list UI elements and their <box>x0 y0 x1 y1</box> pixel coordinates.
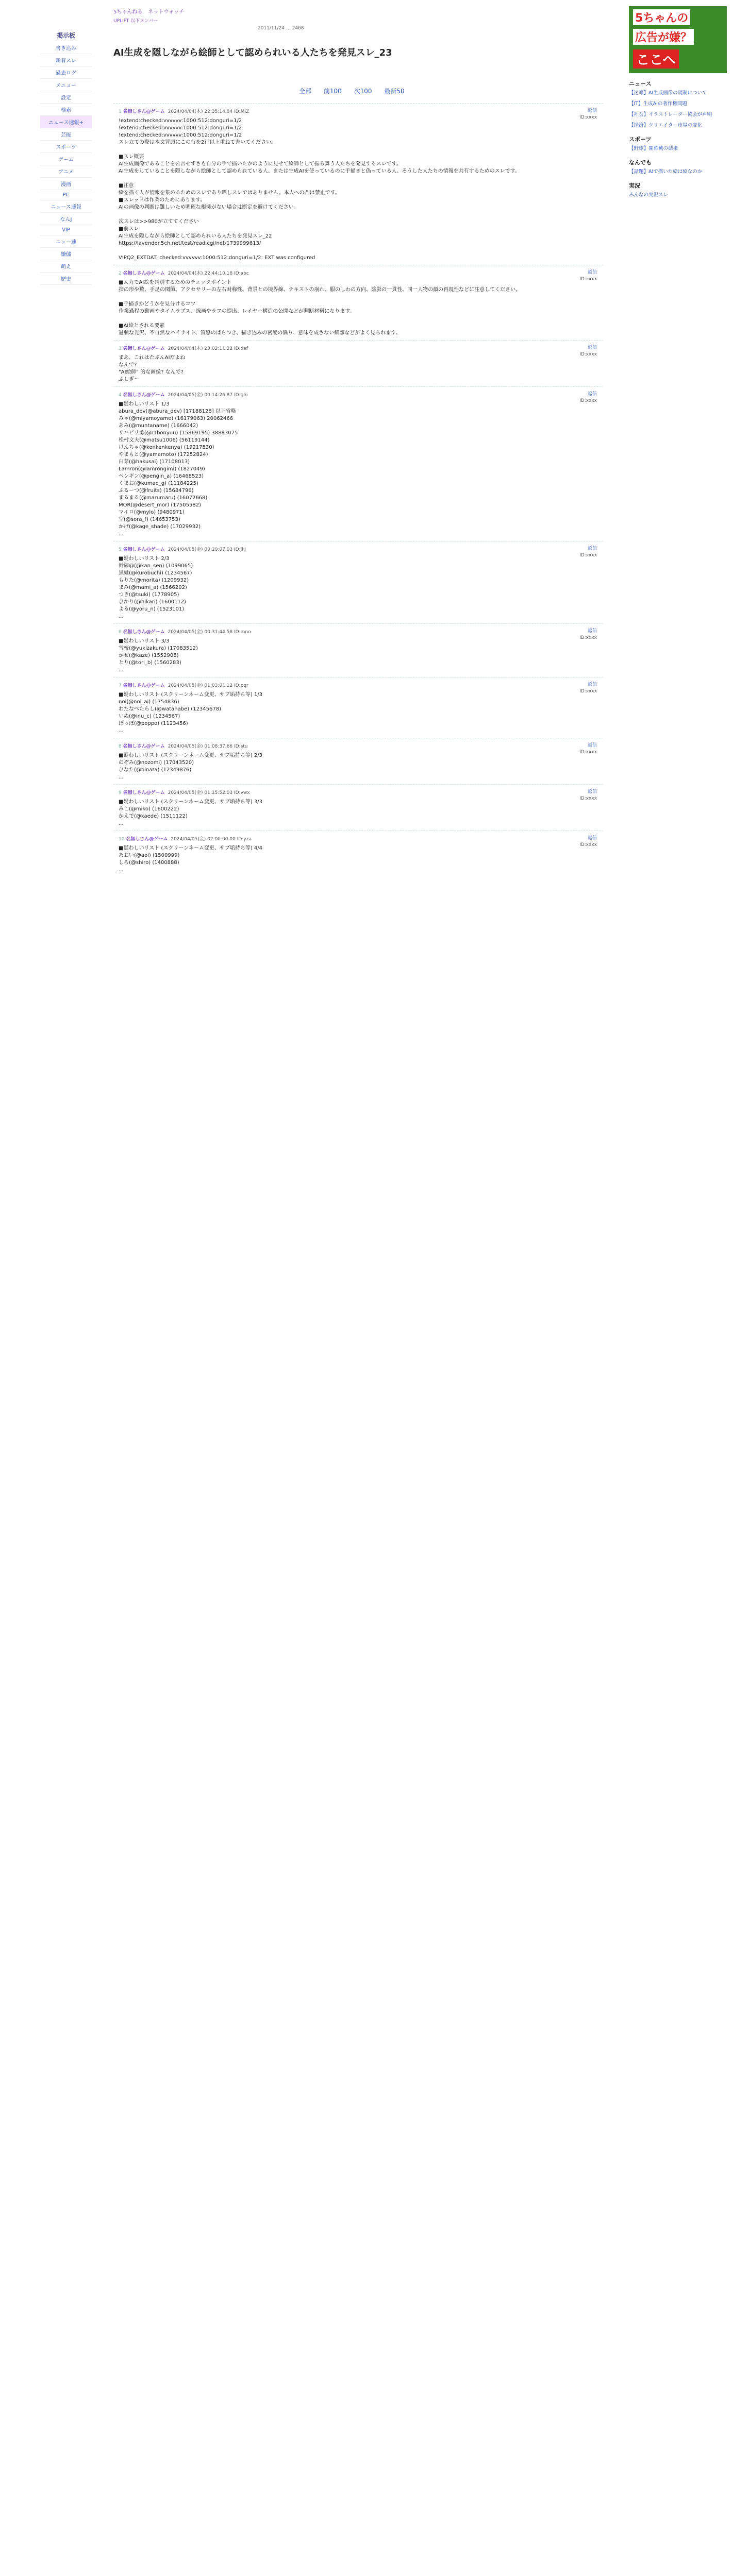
post-header <box>119 108 598 114</box>
sidebar-news-link[interactable]: 【話題】AIで描いた絵は絵なのか <box>629 169 703 175</box>
post-id: ID:xxxx <box>579 635 597 640</box>
post-id: ID:xxxx <box>579 398 597 403</box>
post-body: ■人力でAI絵を判別するためのチェックポイント 指の形や数、手足の関節、アクセサリーの左右対称性、背景との境界線、テキストの崩れ、服のしわの方向、陰影の一貫性、同一人物の顔の再現性などに注意してください。 ■手描きかどうかを見分けるコツ 作業過程の動画やタイムラプス、線画やラフの提出、レイヤー構造の公開などが判断材料になります。 ■AI絵とされる要素 過剰な光沢、不自然なハイライト、質感のばらつき、描き込みの密度の偏り、意味を成さない細部などがよく見られます。 <box>119 280 521 336</box>
board-link[interactable]: ネットウォッチ <box>148 9 185 15</box>
post-body: ■疑わしいリスト 1/3 abura_dev(@abura_dev) [17188128] 以下省略 みゃ(@miyamoyame) (16179063) 20062466 あみ(@muntaname) (1666042) リハビリ勇(@r1bonyuu) (15869195) 38883075 松村文夫(@matsu1006) (56119144) けんちゃ(@kenkenkenya) (19217530) やまもと(@yamamoto) (17252824) 白菜(@hakusai) (17108013) Lamron(@lamrongimi) (1827049) ペンギン(@pengin_a) (16468523) くまお(@kumao_g) (11184225) ふるーつ(@fruits) (15684796) まるまる(@marumaru) (16072668) MOR(@desert_mor) (17505582) マイロ(@mylo) (9480971) 空(@sora_f) (14653753) かげ(@kage_shade) (17029932) ... <box>119 401 238 537</box>
filter-all[interactable]: 全部 <box>299 88 312 95</box>
post <box>113 386 603 541</box>
left-nav-item[interactable]: 歴史 <box>40 273 92 285</box>
left-nav-item[interactable]: メニュー <box>40 79 92 91</box>
post-meta: 2024/04/04(木) 23:02:11.22 ID:def <box>168 346 248 351</box>
left-nav-item[interactable]: なんJ <box>40 213 92 225</box>
sidebar-section <box>629 181 727 198</box>
left-nav-item[interactable]: 新着スレ <box>40 54 92 66</box>
post-author: 名無しさん@ゲーム <box>126 837 168 842</box>
ad-line-3: ここへ <box>633 49 679 69</box>
left-nav-item[interactable]: アニメ <box>40 165 92 178</box>
post <box>113 831 603 877</box>
left-navigation <box>40 31 92 285</box>
filter-next100[interactable]: 次100 <box>354 88 372 95</box>
post-header <box>119 345 598 351</box>
thread-title: AI生成を隠しながら絵師として認められいる人たちを発見スレ_23 <box>113 47 392 58</box>
post-number[interactable]: 7 <box>119 683 122 688</box>
post-list <box>113 103 603 877</box>
reply-link[interactable]: 返信 <box>587 546 597 551</box>
post-author: 名無しさん@ゲーム <box>123 683 165 688</box>
post-author: 名無しさん@ゲーム <box>123 109 165 114</box>
sidebar-section-title: なんでも <box>629 159 652 166</box>
sidebar-news-link[interactable]: 【IT】生成AIの著作権問題 <box>629 101 687 107</box>
post-header <box>119 742 598 749</box>
post-author: 名無しさん@ゲーム <box>123 271 165 276</box>
post-author: 名無しさん@ゲーム <box>123 393 165 398</box>
reply-link[interactable]: 返信 <box>587 345 597 350</box>
reply-link[interactable]: 返信 <box>587 270 597 275</box>
post-right-meta <box>579 108 597 121</box>
sidebar-news-item[interactable] <box>629 90 727 96</box>
post-body: ■疑わしいリスト 3/3 雪桜(@yukizakura) (17083512) かぜ(@kaze) (1552908) とり(@tori_b) (1560283) ... <box>119 638 198 673</box>
post-body: ■疑わしいリスト (スクリーンネーム変更、サブ垢持ち等) 4/4 あおい(@aoi) (1500999) しろ(@shiro) (1400888) ... <box>119 845 263 873</box>
post-header <box>119 789 598 795</box>
post-body: !extend:checked:vvvvvv:1000:512:donguri=1/2 !extend:checked:vvvvvv:1000:512:donguri=1/2 !extend:checked:vvvvvv:1000:512:donguri=1/2 スレ立ての際は本文冒頭にこの行を2行以上重ねて書いてください。 ■スレ概要 AI生成画像であることを公言せずさも自分の手で描いたかのように見せて絵師として振る舞う人たちを発見するスレです。 AI生成をしていることを隠しながら絵師として認められている人、または生成AIを使っているのに手描きと偽っている人、そうした人たちの情報を共有するためのスレです。 ■注意 絵を描く人が情報を集めるためのスレであり晒しスレではありません。本人への凸は禁止です。 ■スレッドは作業のためにあります。 AIの画像の判断は難しいため明確な根拠がない場合は断定を避けてください。 次スレは>>980が立ててください ■前スレ AI生成を隠しながら絵師として認められいる人たちを発見スレ_22 https://lavender.5ch.net/test/read.cgi/net/1739999613/ VIPQ2_EXTDAT: checked:vvvvvv:1000:512:donguri=1/2: EXT was configured <box>119 118 520 261</box>
post-id: ID:xxxx <box>579 115 597 120</box>
post-id: ID:xxxx <box>579 842 597 848</box>
post-body: ■疑わしいリスト (スクリーンネーム変更、サブ垢持ち等) 1/3 noi(@noi_ai) (1754836) わたなべたらし(@watanabe) (12345678) いぬ(@inu_c) (1234567) ぽっぽ(@poppo) (1123456) ... <box>119 692 263 734</box>
post-body: ■疑わしいリスト (スクリーンネーム変更、サブ垢持ち等) 3/3 みこ(@miko) (1600222) かえで(@kaede) (1511122) ... <box>119 799 263 826</box>
left-nav-item[interactable]: 萌え <box>40 260 92 273</box>
post-body: ■疑わしいリスト (スクリーンネーム変更、サブ垢持ち等) 2/3 のぞみ(@nozomi) (17043520) ひなた(@hinata) (12349876) ... <box>119 753 263 780</box>
left-nav-item[interactable]: 書き込み <box>40 42 92 54</box>
sidebar-news-item[interactable] <box>629 100 727 107</box>
sidebar-section <box>629 79 727 129</box>
post-number[interactable]: 1 <box>119 109 122 114</box>
post <box>113 103 603 265</box>
sidebar-news-link[interactable]: 【野球】開幕戦の結果 <box>629 146 678 151</box>
post-number[interactable]: 2 <box>119 271 122 276</box>
post-meta: 2024/04/05(金) 01:15:52.03 ID:vwx <box>168 790 250 795</box>
post-id: ID:xxxx <box>579 277 597 282</box>
ad-banner[interactable] <box>629 6 727 73</box>
post-author: 名無しさん@ゲーム <box>123 630 165 635</box>
post <box>113 677 603 738</box>
post-header <box>119 835 598 842</box>
post-right-meta <box>579 682 597 695</box>
post-right-meta <box>579 835 597 849</box>
post-body: ■疑わしいリスト 2/3 幹線@(@kan_sen) (1099065) 黒縁(@kurobuchi) (1234567) もりた(@morita) (1209932) まみ(@mami_a) (1566202) つき(@tsuki) (1778905) ひかり(@hikari) (1600112) よる(@yoru_n) (1523101) ... <box>119 556 193 619</box>
post-number[interactable]: 5 <box>119 547 122 552</box>
post-id: ID:xxxx <box>579 553 597 558</box>
filter-prev100[interactable]: 前100 <box>323 88 342 95</box>
post-number[interactable]: 6 <box>119 630 122 635</box>
post-right-meta <box>579 546 597 559</box>
sidebar-news-item[interactable] <box>629 192 727 198</box>
sidebar-news-link[interactable]: 【経済】クリエイター市場の変化 <box>629 123 703 128</box>
post-number[interactable]: 10 <box>119 837 125 842</box>
sidebar-section-title: スポーツ <box>629 136 652 143</box>
post-number[interactable]: 9 <box>119 790 122 795</box>
post <box>113 265 603 340</box>
left-nav-item[interactable]: ニュース速報+ <box>40 116 92 128</box>
reply-link[interactable]: 返信 <box>587 836 597 841</box>
post-id: ID:xxxx <box>579 750 597 755</box>
reply-link[interactable]: 返信 <box>587 682 597 687</box>
post-id: ID:xxxx <box>579 689 597 694</box>
reply-link[interactable]: 返信 <box>587 789 597 794</box>
left-nav-item[interactable]: 嫌儲 <box>40 248 92 260</box>
sidebar-section <box>629 158 727 175</box>
left-nav-item[interactable]: 漫画 <box>40 178 92 190</box>
right-column <box>629 6 727 202</box>
brand-link[interactable]: 5ちゃんねる <box>113 9 143 15</box>
post <box>113 784 603 831</box>
post <box>113 340 603 386</box>
post <box>113 541 603 623</box>
left-nav-item[interactable]: 過去ログ <box>40 66 92 79</box>
post-body: まあ、これはたぶんAIだよね なんで? "AI絵師" 的な画像? なんで? ふしぎ〜 <box>119 355 186 382</box>
thread-date: 2011/11/24 … 2468 <box>258 26 304 31</box>
post-id: ID:xxxx <box>579 352 597 357</box>
post-meta: 2024/04/05(金) 00:14:26.87 ID:ghi <box>168 393 248 398</box>
post-meta: 2024/04/04(木) 22:35:14.84 ID:MIZ <box>168 109 249 114</box>
sidebar-news-item[interactable] <box>629 145 727 152</box>
left-nav-item[interactable]: PC <box>40 190 92 200</box>
post-right-meta <box>579 789 597 802</box>
sidebar-news-item[interactable] <box>629 168 727 175</box>
post-right-meta <box>579 628 597 641</box>
left-nav-item[interactable]: VIP <box>40 225 92 235</box>
post-right-meta <box>579 742 597 756</box>
sidebar-section-title: 実況 <box>629 182 640 189</box>
reply-link[interactable]: 返信 <box>587 629 597 634</box>
post-header <box>119 546 598 552</box>
reply-link[interactable]: 返信 <box>587 108 597 113</box>
post-header <box>119 269 598 276</box>
post-author: 名無しさん@ゲーム <box>123 744 165 749</box>
post-right-meta <box>579 269 597 283</box>
post-meta: 2024/04/05(金) 00:20:07.03 ID:jkl <box>168 547 246 552</box>
left-nav-item[interactable]: スポーツ <box>40 141 92 153</box>
post <box>113 738 603 784</box>
post <box>113 623 603 677</box>
ad-line-2: 広告が嫌？ <box>633 29 694 45</box>
left-nav-item[interactable]: ニュー速 <box>40 235 92 248</box>
post-id: ID:xxxx <box>579 796 597 801</box>
post-meta: 2024/04/05(金) 01:03:01.12 ID:pqr <box>168 683 248 688</box>
left-nav-item[interactable]: ニュース速報 <box>40 200 92 213</box>
reply-link[interactable]: 返信 <box>587 392 597 397</box>
left-nav-item[interactable]: 設定 <box>40 91 92 104</box>
post-number[interactable]: 4 <box>119 393 122 398</box>
post-header <box>119 391 598 398</box>
left-nav-item[interactable]: 検索 <box>40 104 92 116</box>
post-right-meta <box>579 391 597 404</box>
post-number[interactable]: 3 <box>119 346 122 351</box>
post-right-meta <box>579 345 597 358</box>
reply-link[interactable]: 返信 <box>587 743 597 748</box>
sidebar-news-link[interactable]: みんなの実況スレ <box>629 192 669 198</box>
post-header <box>119 628 598 635</box>
filter-latest50[interactable]: 最新50 <box>384 88 405 95</box>
sidebar-news-link[interactable]: 【速報】AI生成画像の規制について <box>629 90 707 96</box>
ad-line-1: 5ちゃんの <box>633 9 690 25</box>
site-header <box>113 7 485 24</box>
post-author: 名無しさん@ゲーム <box>123 346 165 351</box>
left-nav-heading: 掲示板 <box>56 32 75 39</box>
sidebar-news-link[interactable]: 【社会】イラストレーター協会が声明 <box>629 112 712 117</box>
sidebar-section-title: ニュース <box>629 80 652 87</box>
sidebar-news-item[interactable] <box>629 122 727 129</box>
sidebar-news-item[interactable] <box>629 111 727 118</box>
post-meta: 2024/04/05(金) 01:08:37.66 ID:stu <box>168 744 248 749</box>
post-author: 名無しさん@ゲーム <box>123 790 165 795</box>
post-meta: 2024/04/05(金) 00:31:44.58 ID:mno <box>168 630 251 635</box>
post-header <box>119 682 598 688</box>
post-number[interactable]: 8 <box>119 744 122 749</box>
uplift-link[interactable]: UPLIFT 以下メンバー <box>113 19 158 24</box>
left-nav-item[interactable]: 芸能 <box>40 128 92 141</box>
post-meta: 2024/04/04(木) 22:44:10.18 ID:abc <box>168 271 249 276</box>
sidebar-section <box>629 135 727 152</box>
post-meta: 2024/04/05(金) 02:00:00.00 ID:yza <box>171 837 252 842</box>
thread-filter-bar <box>294 87 410 95</box>
left-nav-item[interactable]: ゲーム <box>40 153 92 165</box>
post-author: 名無しさん@ゲーム <box>123 547 165 552</box>
